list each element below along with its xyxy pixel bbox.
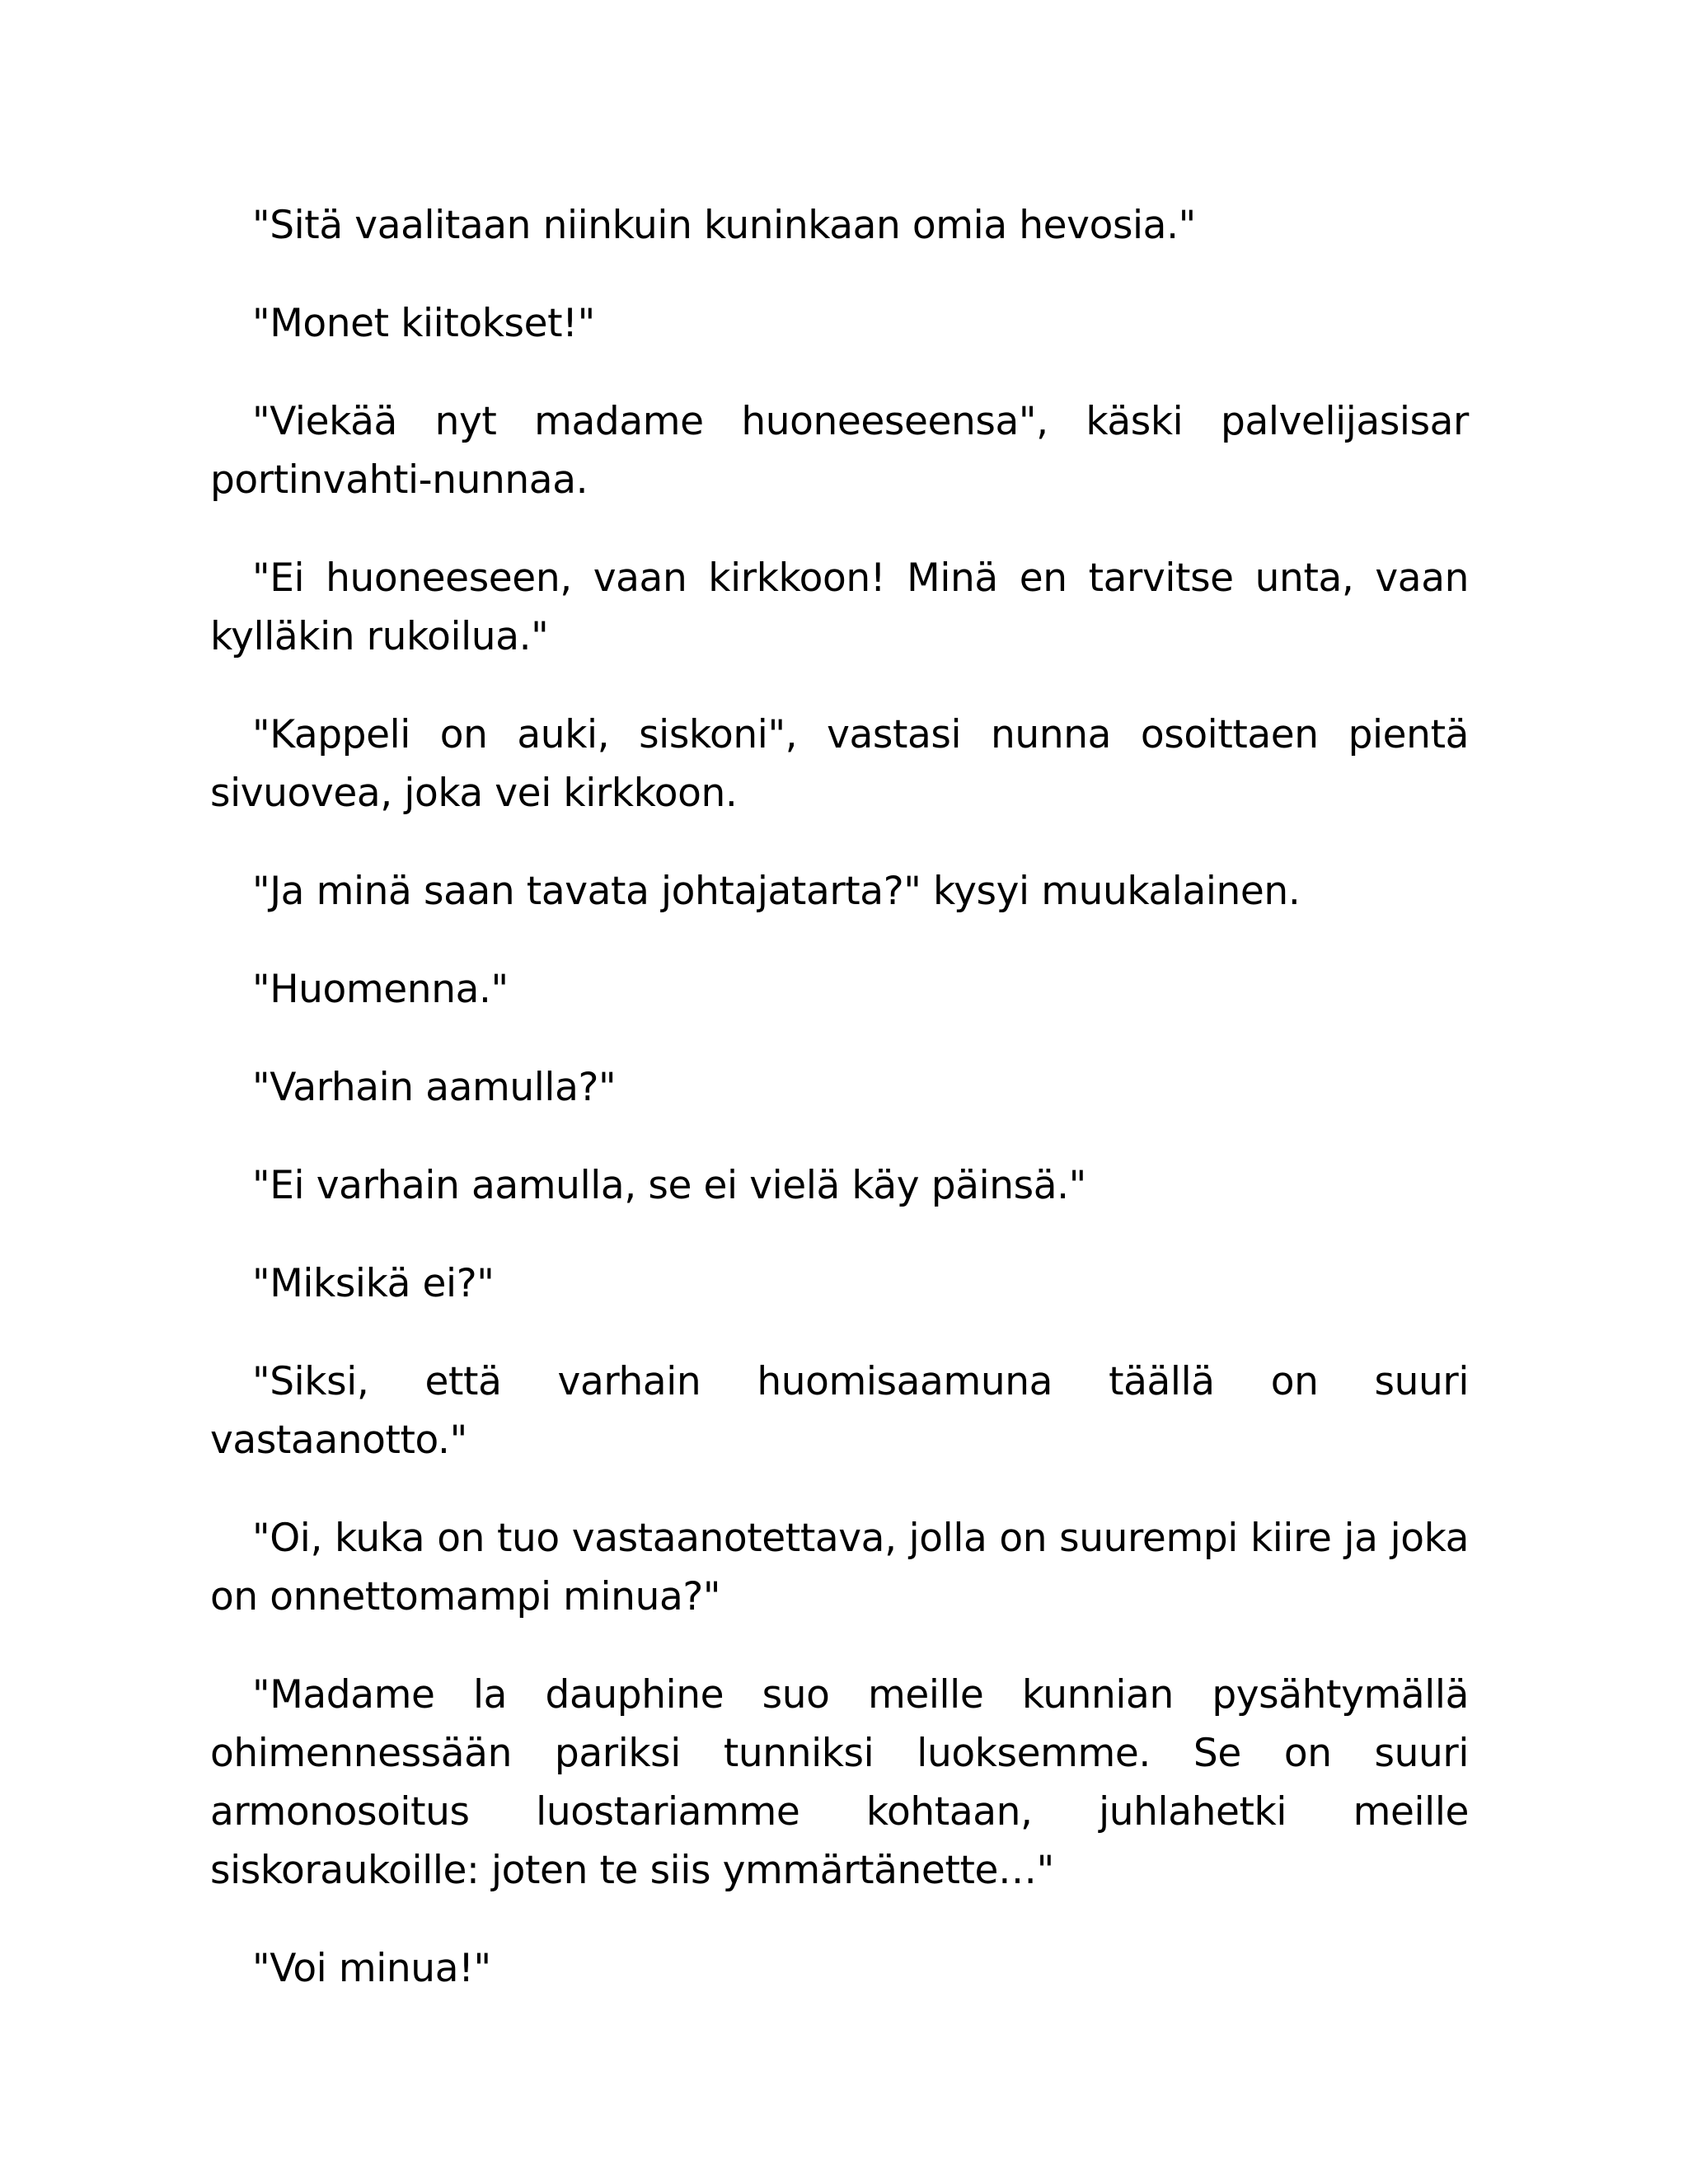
paragraph: "Viekää nyt madame huoneeseensa", käski palvelijasisar portinvahti-nunnaa. <box>210 399 1469 503</box>
paragraph: "Varhain aamulla?" <box>252 1065 617 1110</box>
paragraph: "Monet kiitokset!" <box>252 301 595 346</box>
paragraph: "Oi, kuka on tuo vastaanotettava, jolla on suurempi kiire ja joka on onnettomampi minua?" <box>210 1516 1469 1619</box>
paragraph: "Miksikä ei?" <box>252 1261 495 1306</box>
paragraph: "Madame la dauphine suo meille kunnian pysähtymällä ohimennessään pariksi tunniksi luoksemme. Se on suuri armonosoitus luostariamme kohtaan, juhlahetki meille siskoraukoille: joten te siis ymmärtänette…" <box>210 1672 1469 1893</box>
paragraph: "Ei varhain aamulla, se ei vielä käy päinsä." <box>252 1163 1086 1208</box>
paragraph: "Huomenna." <box>252 967 509 1012</box>
paragraph: "Voi minua!" <box>252 1946 491 1991</box>
paragraph: "Siksi, että varhain huomisaamuna täällä on suuri vastaanotto." <box>210 1359 1469 1463</box>
paragraph: "Ei huoneeseen, vaan kirkkoon! Minä en tarvitse unta, vaan kylläkin rukoilua." <box>210 555 1469 659</box>
text-body <box>210 196 1469 2037</box>
paragraph: "Kappeli on auki, siskoni", vastasi nunna osoittaen pientä sivuovea, joka vei kirkkoon. <box>210 712 1469 816</box>
paragraph: "Sitä vaalitaan niinkuin kuninkaan omia hevosia." <box>252 203 1196 248</box>
paragraph: "Ja minä saan tavata johtajatarta?" kysyi muukalainen. <box>252 869 1301 914</box>
